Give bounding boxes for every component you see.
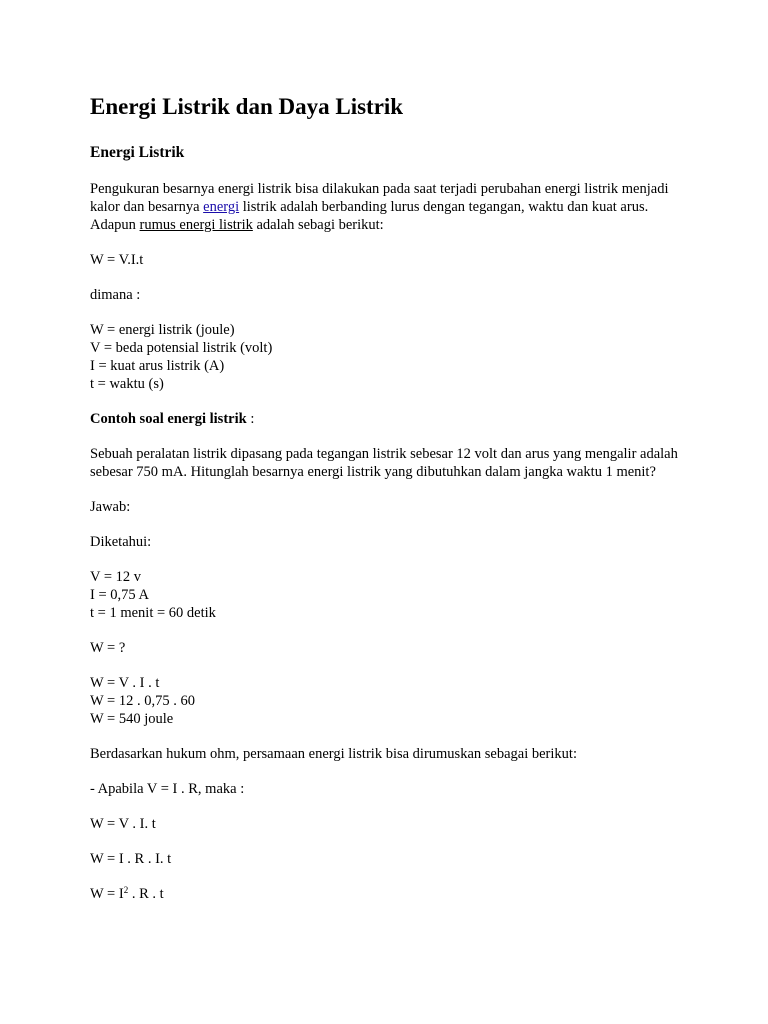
intro-paragraph (90, 180, 690, 234)
equation-1: W = V . I. t (90, 816, 156, 832)
equation-2: W = I . R . I. t (90, 851, 172, 867)
definitions-list (90, 321, 690, 393)
known-line: t = 1 menit = 60 detik (90, 605, 216, 621)
example-colon: : (246, 411, 255, 427)
formula: W = V.I.t (90, 252, 144, 268)
ohm-paragraph: Berdasarkan hukum ohm, persamaan energi listrik bisa dirumuskan sebagai berikut: (90, 746, 577, 762)
known-values (90, 568, 690, 622)
example-heading: Contoh soal energi listrik (90, 411, 247, 427)
intro-text-2: listrik adalah berbanding lurus dengan tegangan, waktu dan kuat arus. Adapun (90, 199, 649, 233)
definition-line: t = waktu (s) (90, 376, 164, 392)
definition-line: I = kuat arus listrik (A) (90, 358, 225, 374)
apabila-line: - Apabila V = I . R, maka : (90, 781, 245, 797)
document-page (90, 93, 690, 920)
question-paragraph: Sebuah peralatan listrik dipasang pada tegangan listrik sebesar 12 volt dan arus yang mengalir adalah sebesar 750 mA. Hitunglah besarnya energi listrik yang dibutuhkan dalam jangka waktu 1 menit? (90, 446, 686, 480)
equation-3 (90, 885, 690, 903)
w-question: W = ? (90, 640, 126, 656)
rumus-underlined: rumus energi listrik (139, 217, 253, 233)
example-heading-line (90, 410, 690, 428)
calc-line: W = V . I . t (90, 675, 160, 691)
intro-text-3: adalah sebagi berikut: (252, 217, 384, 233)
diketahui-label: Diketahui: (90, 534, 152, 550)
energi-link[interactable]: energi (203, 199, 240, 215)
eq3-prefix: W = I (90, 886, 124, 902)
known-line: V = 12 v (90, 569, 142, 585)
definition-line: W = energi listrik (joule) (90, 322, 235, 338)
eq3-suffix: . R . t (128, 886, 164, 902)
calc-line: W = 540 joule (90, 711, 174, 727)
definition-line: V = beda potensial listrik (volt) (90, 340, 273, 356)
jawab-label: Jawab: (90, 499, 131, 515)
calc-line: W = 12 . 0,75 . 60 (90, 693, 195, 709)
calculation (90, 674, 690, 728)
page-title: Energi Listrik dan Daya Listrik (90, 94, 404, 119)
section-heading: Energi Listrik (90, 144, 185, 161)
dimana-label: dimana : (90, 287, 141, 303)
eq3-exponent: 2 (123, 885, 129, 895)
intro-text-1: Pengukuran besarnya energi listrik bisa dilakukan pada saat terjadi perubahan energi listrik menjadi kalor dan besarnya (90, 181, 669, 215)
known-line: I = 0,75 A (90, 587, 149, 603)
